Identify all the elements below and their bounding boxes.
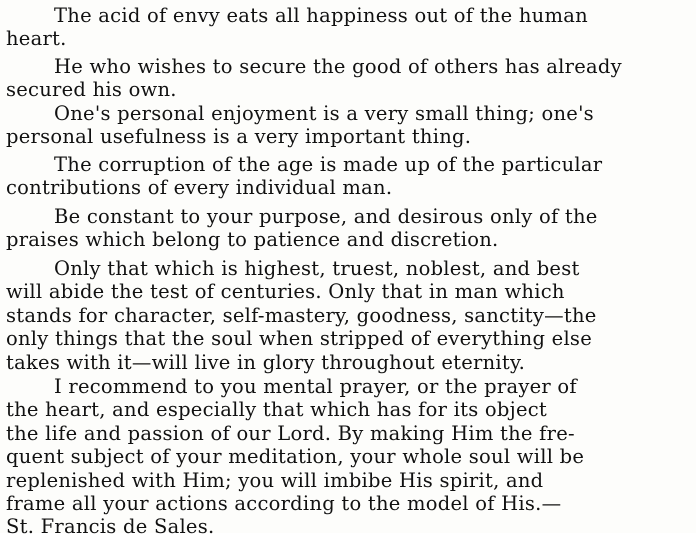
paragraph-personal-enjoyment: One's personal enjoyment is a very small thing; one's personal usefulness is a very important thing. bbox=[6, 102, 594, 149]
paragraph-envy: The acid of envy eats all happiness out of the human heart. bbox=[6, 4, 588, 51]
paragraph-corruption: The corruption of the age is made up of the particular contributions of every individual man. bbox=[6, 153, 603, 200]
paragraph-highest-truest: Only that which is highest, truest, noblest, and best will abide the test of centuries. Only that in man which stands for character, self-mastery, goodness, sanctity—the only things that the soul when stripped of everything else takes with it—will live in glory throughout eternity. bbox=[6, 257, 597, 374]
paragraph-secure-good: He who wishes to secure the good of others has already secured his own. bbox=[6, 55, 622, 102]
paragraph-constant-purpose: Be constant to your purpose, and desirous only of the praises which belong to patience and discretion. bbox=[6, 205, 598, 252]
paragraph-mental-prayer: I recommend to you mental prayer, or the prayer of the heart, and especially that which has for its object the life and passion of our Lord. By making Him the fre- quent subject of your meditation, your whole soul will be replenished with Him; you will imbibe His spirit, and frame all your actions according to the model of His.— St. Francis de Sales. bbox=[6, 375, 585, 539]
